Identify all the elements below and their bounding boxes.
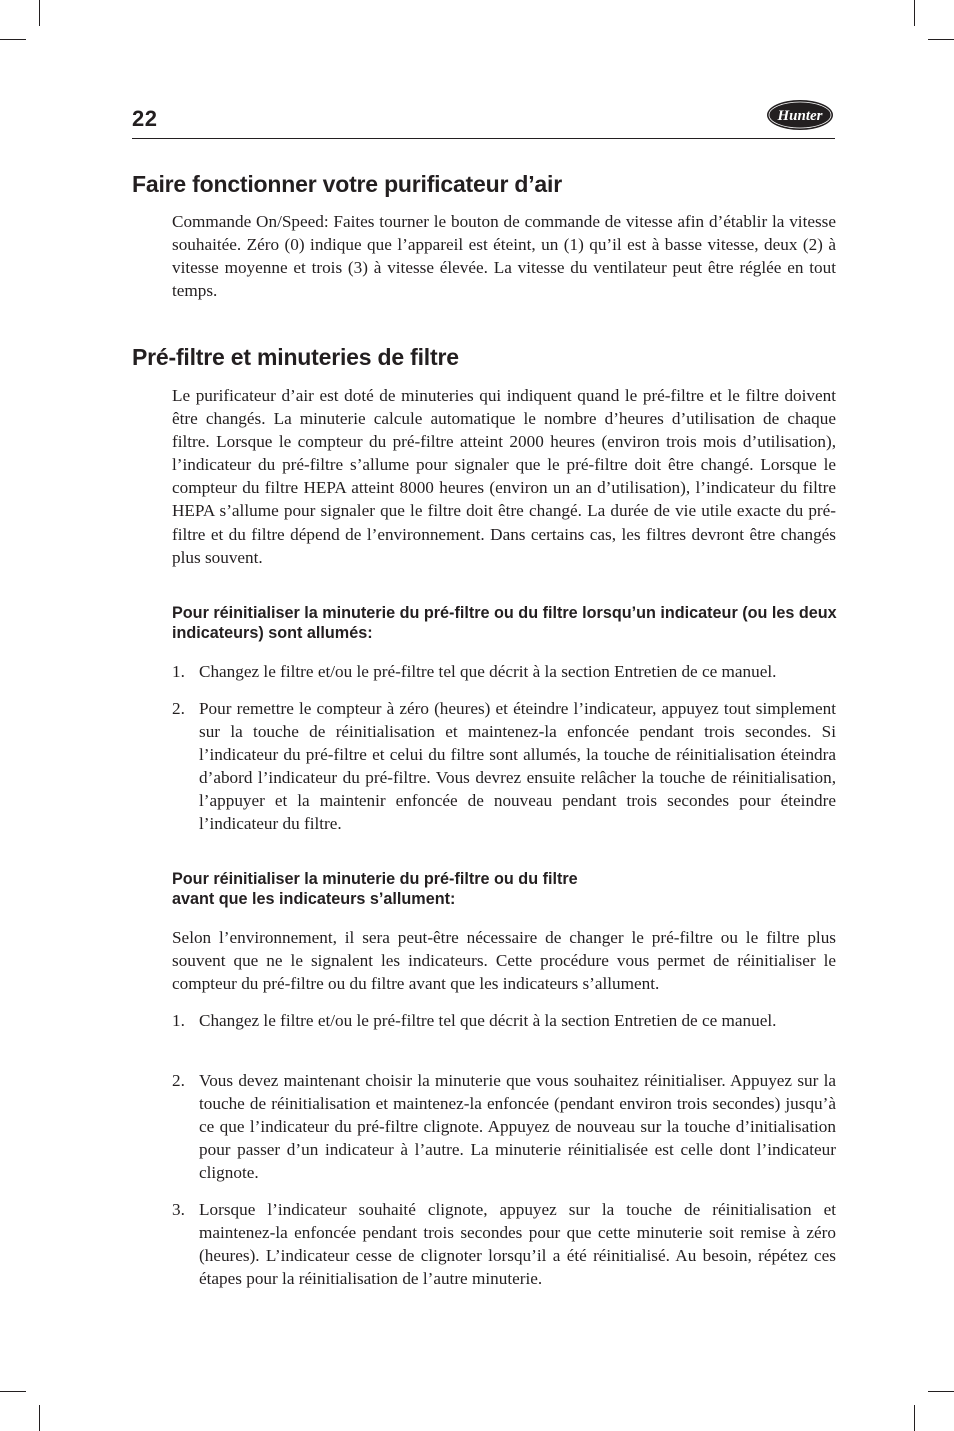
page-header <box>132 97 835 139</box>
subsection-title-line-1: Pour réinitialiser la minuterie du pré-filtre ou du filtre <box>172 870 578 888</box>
list-text: Changez le filtre et/ou le pré-filtre tel que décrit à la section Entretien de ce manuel. <box>199 1011 777 1030</box>
svg-text:Hunter: Hunter <box>777 108 823 124</box>
subsection-title-line-2: avant que les indicateurs s’allument: <box>172 890 456 908</box>
crop-mark-top-right-vertical <box>914 0 915 26</box>
section-title-filter-timers: Pré-filtre et minuteries de filtre <box>132 344 459 370</box>
section-title-operation: Faire fonctionner votre purificateur d’air <box>132 171 562 197</box>
crop-mark-top-left-vertical <box>39 0 40 26</box>
list-item <box>172 660 836 683</box>
crop-mark-top-left-horizontal <box>0 39 26 40</box>
crop-mark-top-right-horizontal <box>928 39 954 40</box>
subsection-title-reset-before-lit <box>172 869 842 909</box>
hunter-logo <box>765 97 835 133</box>
reset-before-paragraph: Selon l’environnement, il sera peut-être nécessaire de changer le pré-filtre ou le filtre plus souvent que ne le signalent les indicateurs. Cette procédure vous permet de réinitialiser le compteur du pré-filtre ou du filtre avant que les indicateurs s’allument. <box>172 928 836 994</box>
list-text: Vous devez maintenant choisir la minuterie que vous souhaitez réinitialiser. Appuyez sur la touche de réinitialisation et maintenez-la enfoncée (pendant environ trois secondes) jusqu’à ce que l’indicateur du pré-filtre clignote. Appuyez de nouveau sur la touche d’initialisation pour passer d’un indicateur à l’autre. La minuterie réinitialisée est celle dont l’indicateur clignote. <box>199 1071 836 1183</box>
speed-control-paragraph: Commande On/Speed: Faites tourner le bouton de commande de vitesse afin d’établir la vitesse souhaitée. Zéro (0) indique que l’appareil est éteint, un (1) qu’il est à basse vitesse, deux (2) à vitesse moyenne et trois (3) à vitesse élevée. La vitesse du ventilateur peut être réglée en tout temps. <box>172 212 836 301</box>
list-item <box>172 1069 836 1184</box>
list-number: 2. <box>172 1071 185 1090</box>
list-text: Pour remettre le compteur à zéro (heures) et éteindre l’indicateur, appuyez tout simplement sur la touche de réinitialisation et maintenez-la enfoncée pendant trois secondes. Si l’indicateur du pré-filtre et celui du filtre sont allumés, la touche de réinitialisation éteindra d’abord l’indicateur du pré-filtre. Vous devrez ensuite relâcher la touche de réinitialisation, l’appuyer et la maintenir enfoncée de nouveau pendant trois secondes pour éteindre l’indicateur du filtre. <box>199 699 836 834</box>
header-rule <box>132 138 835 139</box>
list-text: Lorsque l’indicateur souhaité clignote, appuyez sur la touche de réinitialisation et maintenez-la enfoncée pendant trois secondes pour que cette minuterie soit remise à zéro (heures). L’indicateur cesse de clignoter lorsqu’il a été réinitialisé. Au besoin, répétez ces étapes pour la réinitialisation de l’autre minuterie. <box>199 1200 836 1289</box>
crop-mark-bottom-left-horizontal <box>0 1391 26 1392</box>
crop-mark-bottom-right-vertical <box>914 1405 915 1431</box>
subsection-title-reset-when-lit: Pour réinitialiser la minuterie du pré-filtre ou du filtre lorsqu’un indicateur (ou les deux indicateurs) sont allumés: <box>172 604 837 642</box>
list-item <box>172 1198 836 1290</box>
crop-mark-bottom-right-horizontal <box>928 1391 954 1392</box>
crop-mark-bottom-left-vertical <box>39 1405 40 1431</box>
page-number: 22 <box>132 106 158 131</box>
list-number: 1. <box>172 1011 185 1030</box>
list-number: 3. <box>172 1200 185 1219</box>
list-item <box>172 1009 836 1032</box>
list-number: 2. <box>172 699 185 718</box>
list-text: Changez le filtre et/ou le pré-filtre tel que décrit à la section Entretien de ce manuel. <box>199 662 777 681</box>
list-item <box>172 697 836 836</box>
filter-timers-paragraph: Le purificateur d’air est doté de minuteries qui indiquent quand le pré-filtre et le filtre doivent être changés. La minuterie calcule automatique le nombre d’heures d’utilisation de chaque filtre. Lorsque le compteur du pré-filtre atteint 2000 heures (environ trois mois d’utilisation), l’indicateur du pré-filtre s’allume pour signaler que le pré-filtre doit être changé. Lorsque le compteur du filtre HEPA atteint 8000 heures (environ un an d’utilisation), l’indicateur du filtre HEPA s’allume pour signaler que le filtre doit être changé. La durée de vie utile exacte du pré-filtre et du filtre dépend de l’environnement. Dans certains cas, les filtres devront être changés plus souvent. <box>172 386 836 567</box>
list-number: 1. <box>172 662 185 681</box>
